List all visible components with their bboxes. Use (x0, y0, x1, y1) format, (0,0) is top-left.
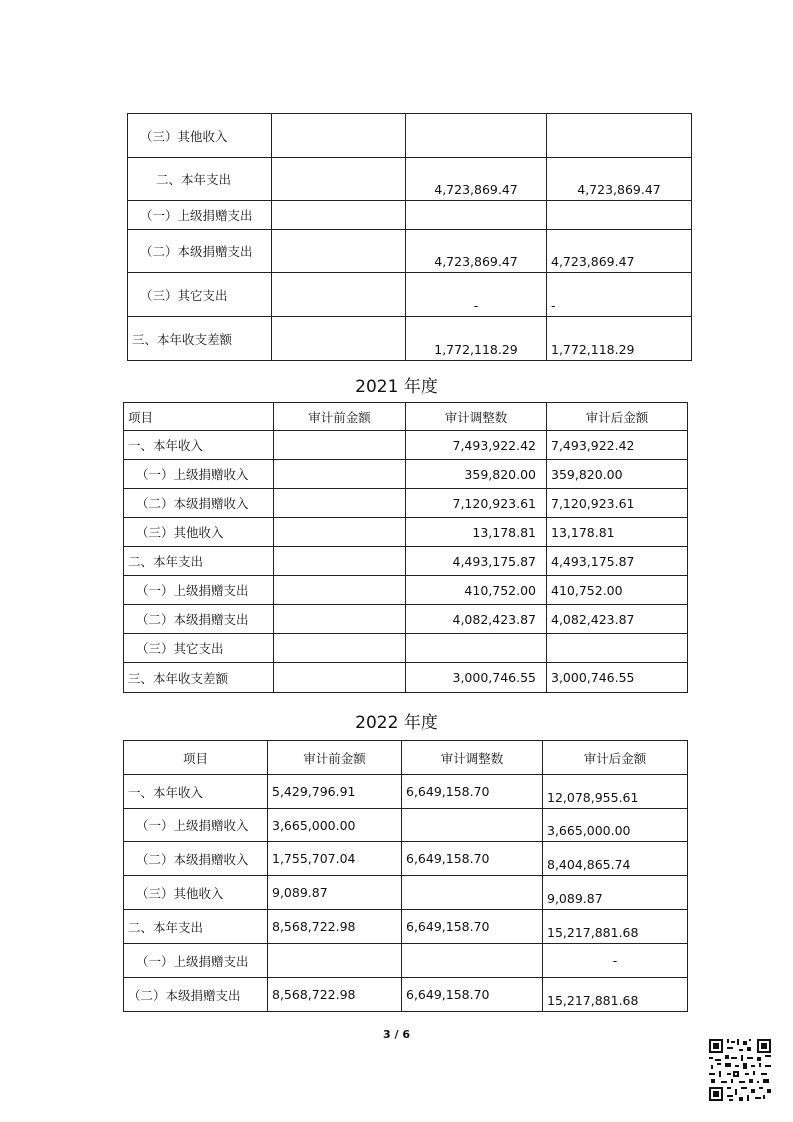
row-label: （一）上级捐赠支出 (124, 576, 274, 605)
row-label: 三、本年收支差额 (124, 663, 274, 693)
cell-after: 3,000,746.55 (547, 663, 688, 693)
cell-adjust: 13,178.81 (406, 518, 547, 547)
table-row (124, 876, 688, 910)
qr-code-icon (707, 1037, 773, 1103)
year-2022-title: 2022 年度 (355, 713, 438, 733)
row-label: （二）本级捐赠支出 (124, 605, 274, 634)
cell-after: 4,493,175.87 (547, 547, 688, 576)
header-adjust: 审计调整数 (402, 741, 543, 775)
table-row (124, 605, 688, 634)
cell-adjust: 4,723,869.47 (406, 230, 547, 273)
row-label: （三）其它支出 (124, 634, 274, 663)
cell-adjust: 410,752.00 (406, 576, 547, 605)
table-header-row (124, 403, 688, 431)
table-row (124, 576, 688, 605)
table-row (128, 158, 692, 201)
cell-after: 13,178.81 (547, 518, 688, 547)
table-row (124, 547, 688, 576)
cell-adjust: 4,493,175.87 (406, 547, 547, 576)
table-row (124, 663, 688, 693)
row-label: （三）其他收入 (128, 114, 272, 158)
cell-after: 7,493,922.42 (547, 431, 688, 460)
row-label: （三）其他收入 (124, 876, 268, 910)
header-after: 审计后金额 (543, 741, 688, 775)
cell-adjust: 7,493,922.42 (406, 431, 547, 460)
header-adjust: 审计调整数 (406, 403, 547, 431)
cell-adjust: 4,723,869.47 (406, 158, 547, 201)
row-label: （一）上级捐赠支出 (124, 944, 268, 978)
cell-after: 4,723,869.47 (547, 230, 692, 273)
cell-after: 4,723,869.47 (547, 158, 692, 201)
cell-after: - (543, 944, 688, 978)
page-number: 3 / 6 (383, 1028, 410, 1041)
table-row (124, 460, 688, 489)
table-row (124, 518, 688, 547)
cell-after: 9,089.87 (543, 876, 688, 910)
row-label: （三）其它支出 (128, 273, 272, 317)
cell-before (274, 663, 406, 693)
header-before: 审计前金额 (274, 403, 406, 431)
row-label: （二）本级捐赠收入 (124, 489, 274, 518)
year-2021-title: 2021 年度 (355, 377, 438, 397)
cell-after: 1,772,118.29 (547, 317, 692, 361)
cell-before: 8,568,722.98 (268, 978, 402, 1012)
header-before: 审计前金额 (268, 741, 402, 775)
table-row (128, 230, 692, 273)
cell-adjust: 1,772,118.29 (406, 317, 547, 361)
cell-before: 9,089.87 (268, 876, 402, 910)
cell-before (272, 158, 406, 201)
row-label: 一、本年收入 (124, 431, 274, 460)
cell-adjust: 6,649,158.70 (402, 978, 543, 1012)
header-after: 审计后金额 (547, 403, 688, 431)
row-label: （一）上级捐赠支出 (128, 201, 272, 230)
cell-adjust (402, 809, 543, 842)
table-row (124, 634, 688, 663)
table-row (124, 489, 688, 518)
row-label: （二）本级捐赠支出 (128, 230, 272, 273)
table-row (124, 431, 688, 460)
table-row (124, 944, 688, 978)
table-2022 (123, 740, 688, 1012)
row-label: （二）本级捐赠支出 (124, 978, 268, 1012)
table-row (128, 201, 692, 230)
row-label: 一、本年收入 (124, 775, 268, 809)
cell-after: 7,120,923.61 (547, 489, 688, 518)
cell-adjust: 3,000,746.55 (406, 663, 547, 693)
table-row (124, 809, 688, 842)
cell-adjust: 6,649,158.70 (402, 910, 543, 944)
row-label: 二、本年支出 (124, 910, 268, 944)
cell-after: 8,404,865.74 (543, 842, 688, 876)
cell-adjust: 359,820.00 (406, 460, 547, 489)
cell-before (272, 273, 406, 317)
cell-before (274, 576, 406, 605)
cell-before (274, 605, 406, 634)
cell-after: 12,078,955.61 (543, 775, 688, 809)
table-2021 (123, 402, 688, 693)
cell-after: 4,082,423.87 (547, 605, 688, 634)
table-row (124, 842, 688, 876)
cell-after: 410,752.00 (547, 576, 688, 605)
table-header-row (124, 741, 688, 775)
cell-before (274, 634, 406, 663)
row-label: （一）上级捐赠收入 (124, 460, 274, 489)
cell-before (274, 460, 406, 489)
cell-adjust: - (406, 273, 547, 317)
cell-adjust (402, 876, 543, 910)
cell-before: 1,755,707.04 (268, 842, 402, 876)
row-label: 三、本年收支差额 (128, 317, 272, 361)
cell-before: 5,429,796.91 (268, 775, 402, 809)
row-label: （三）其他收入 (124, 518, 274, 547)
table-row (128, 317, 692, 361)
table-row (124, 775, 688, 809)
cell-adjust (402, 944, 543, 978)
cell-before: 8,568,722.98 (268, 910, 402, 944)
table-row (124, 910, 688, 944)
cell-before (268, 944, 402, 978)
cell-after (547, 634, 688, 663)
cell-after: 15,217,881.68 (543, 978, 688, 1012)
header-item: 项目 (124, 741, 268, 775)
cell-before (274, 431, 406, 460)
cell-adjust (406, 114, 547, 158)
cell-after: 3,665,000.00 (543, 809, 688, 842)
header-item: 项目 (124, 403, 274, 431)
table-row (128, 114, 692, 158)
cell-adjust: 7,120,923.61 (406, 489, 547, 518)
table-continuation (127, 113, 692, 361)
cell-adjust: 4,082,423.87 (406, 605, 547, 634)
cell-after: - (547, 273, 692, 317)
row-label: （二）本级捐赠收入 (124, 842, 268, 876)
cell-before: 3,665,000.00 (268, 809, 402, 842)
cell-before (274, 518, 406, 547)
cell-before (272, 230, 406, 273)
cell-before (272, 114, 406, 158)
cell-adjust: 6,649,158.70 (402, 775, 543, 809)
row-label: （一）上级捐赠收入 (124, 809, 268, 842)
row-label: 二、本年支出 (124, 547, 274, 576)
cell-before (274, 489, 406, 518)
cell-after: 15,217,881.68 (543, 910, 688, 944)
row-label: 二、本年支出 (128, 158, 272, 201)
cell-after (547, 201, 692, 230)
cell-after (547, 114, 692, 158)
table-row (124, 978, 688, 1012)
cell-before (272, 201, 406, 230)
cell-before (272, 317, 406, 361)
cell-adjust (406, 634, 547, 663)
cell-before (274, 547, 406, 576)
cell-adjust: 6,649,158.70 (402, 842, 543, 876)
table-row (128, 273, 692, 317)
cell-adjust (406, 201, 547, 230)
cell-after: 359,820.00 (547, 460, 688, 489)
